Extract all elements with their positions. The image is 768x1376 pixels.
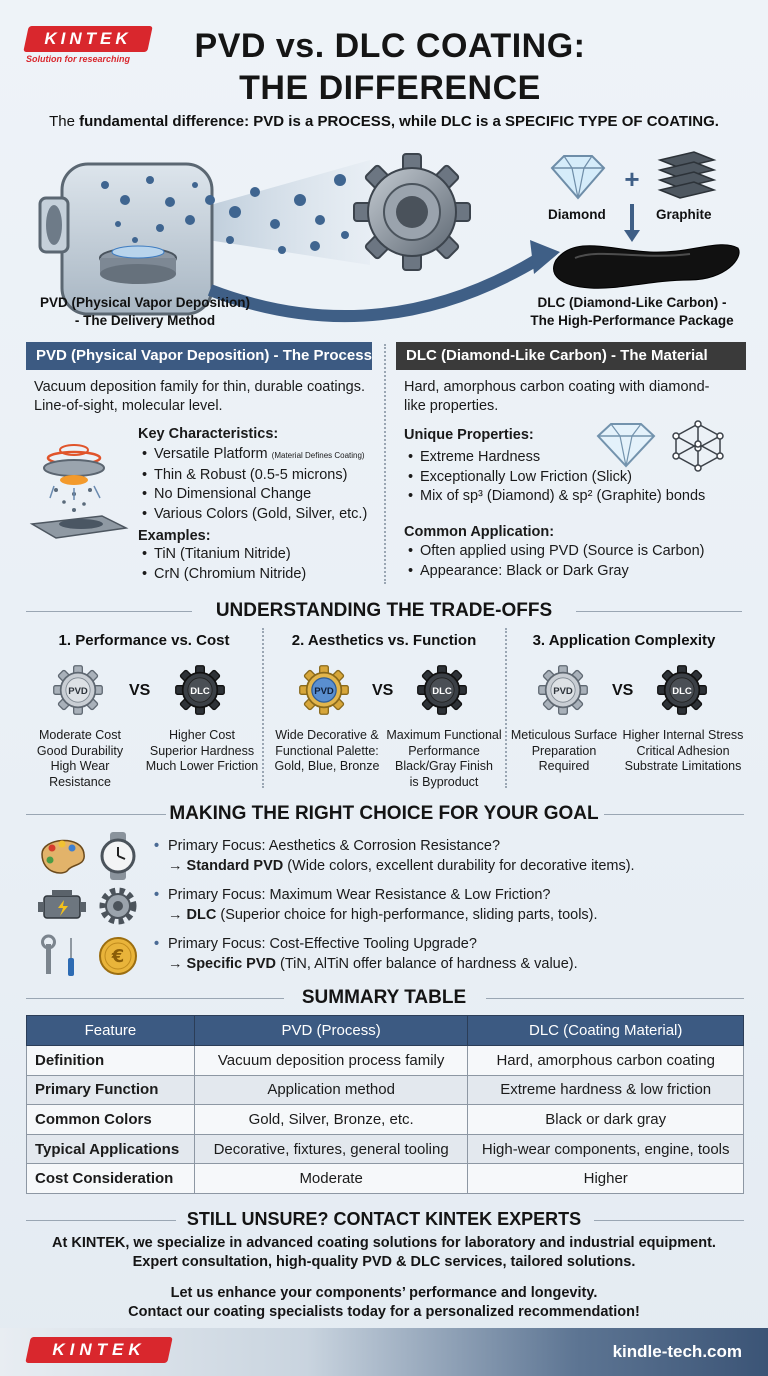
choice-answer-bold: DLC	[186, 907, 217, 923]
list-item-note: (Material Defines Coating)	[271, 451, 365, 460]
bullet-dot: •	[154, 887, 160, 903]
vs-label: VS	[612, 682, 634, 699]
list-item: • Extreme Hardness	[406, 448, 746, 468]
caption-line: Wide Decorative &	[275, 728, 379, 742]
svg-text:PVD: PVD	[68, 685, 88, 697]
pvd-desc-line2: Line-of-sight, molecular level.	[34, 398, 223, 414]
gear-icon	[103, 891, 133, 921]
diamond-icon	[552, 156, 604, 198]
footer-url-link[interactable]: kindle-tech.com	[612, 1342, 742, 1361]
bullet-dot: •	[154, 936, 160, 952]
svg-text:DLC: DLC	[190, 685, 210, 697]
caption-line: Good Durability	[36, 743, 124, 758]
caption-line: Performance	[408, 743, 480, 758]
caption-line: Critical Adhesion	[636, 743, 730, 758]
contact-line-4: Contact our coating specialists today for a personalized recommendation!	[128, 1304, 640, 1320]
unique-properties-title: Unique Properties:	[404, 427, 534, 443]
dlc-tradeoff-caption-1	[140, 728, 264, 775]
caption-line: Higher Internal Stress	[622, 728, 744, 742]
choice-answer	[154, 856, 635, 876]
caption-line: Maximum Functional	[386, 728, 502, 742]
table-cell: Application method	[194, 1075, 468, 1105]
table-cell: Definition	[27, 1046, 195, 1076]
list-item: • Often applied using PVD (Source is Carbon)	[406, 542, 746, 562]
logo-tagline: Solution for researching	[26, 54, 131, 64]
caption-line: Much Lower Friction	[145, 759, 259, 773]
caption-line: High Wear Resistance	[49, 759, 111, 789]
table-row	[27, 1134, 744, 1164]
graphite-icon	[660, 152, 714, 198]
summary-title: SUMMARY TABLE	[301, 987, 467, 1008]
pvd-tradeoff-caption-2	[268, 728, 386, 775]
palette-icon	[42, 840, 84, 873]
arrow: →	[168, 907, 187, 923]
engine-icon	[38, 890, 86, 918]
choice-answer	[154, 905, 598, 925]
choice-icons	[36, 830, 146, 980]
list-item-text: Versatile Platform	[154, 446, 272, 462]
dlc-desc-line1: Hard, amorphous carbon coating with diamond-	[404, 379, 710, 395]
unique-properties-list	[406, 448, 746, 507]
caption-line: Black/Gray Finish	[395, 759, 493, 773]
table-cell: Decorative, fixtures, general tooling	[194, 1134, 468, 1164]
caption-line: Substrate Limitations	[624, 759, 742, 773]
logo-text: KINTEK	[44, 29, 132, 48]
choice-answer-detail: (Wide colors, excellent durability for decorative items).	[283, 858, 635, 874]
choice-question: Primary Focus: Maximum Wear Resistance & Low Friction?	[168, 887, 551, 903]
pvd-desc-line1: Vacuum deposition family for thin, durable coatings.	[34, 379, 365, 395]
footer-logo[interactable]	[25, 1337, 173, 1363]
dlc-panel-heading: DLC (Diamond-Like Carbon) - The Material	[396, 342, 746, 370]
gear-part-icon	[354, 154, 470, 270]
caption-line: is Byproduct	[409, 774, 479, 789]
subtitle	[0, 113, 768, 130]
choice-question: Primary Focus: Cost-Effective Tooling Upgrade?	[168, 936, 477, 952]
graphite-label: Graphite	[656, 207, 712, 222]
dlc-coating-blob-icon	[554, 245, 740, 289]
column-header: PVD (Process)	[194, 1016, 468, 1046]
pvd-hero-caption-line2: - The Delivery Method	[74, 313, 216, 328]
choice-question: Primary Focus: Aesthetics & Corrosion Resistance?	[168, 838, 501, 854]
table-row	[27, 1075, 744, 1105]
tradeoffs-title: UNDERSTANDING THE TRADE-OFFS	[215, 600, 553, 621]
pvd-gear-badge	[298, 664, 350, 716]
pvd-tradeoff-caption-3	[508, 728, 620, 775]
choice-answer-detail: (TiN, AlTiN offer balance of hardness & value).	[275, 956, 578, 972]
list-item: • Mix of sp³ (Diamond) & sp² (Graphite) bonds	[406, 487, 746, 507]
examples-title: Examples:	[138, 528, 211, 544]
dlc-description	[404, 378, 749, 416]
dlc-gear-badge	[174, 664, 226, 716]
svg-text:DLC: DLC	[432, 685, 452, 697]
arrow: →	[168, 858, 187, 874]
choice-item-3	[154, 934, 578, 974]
dlc-tradeoff-caption-2	[384, 728, 504, 790]
svg-text:PVD: PVD	[314, 685, 334, 697]
pvd-panel-heading: PVD (Physical Vapor Deposition) - The Process	[26, 342, 372, 370]
choice-item-1	[154, 836, 635, 876]
table-cell: Hard, amorphous carbon coating	[468, 1046, 744, 1076]
diamond-label: Diamond	[548, 207, 606, 222]
caption-line: Moderate Cost	[39, 728, 121, 742]
arrow: →	[168, 956, 187, 972]
table-cell: Vacuum deposition process family	[194, 1046, 468, 1076]
choice-title: MAKING THE RIGHT CHOICE FOR YOUR GOAL	[169, 803, 599, 824]
table-cell: Gold, Silver, Bronze, etc.	[194, 1105, 468, 1135]
table-cell: Common Colors	[27, 1105, 195, 1135]
dlc-gear-badge	[416, 664, 468, 716]
tradeoff-heading-1: 1. Performance vs. Cost	[58, 632, 230, 649]
contact-line-2: Expert consultation, high-quality PVD & DLC services, tailored solutions.	[132, 1254, 636, 1270]
svg-text:DLC: DLC	[672, 685, 692, 697]
pvd-tradeoff-caption-1	[18, 728, 142, 790]
vs-label: VS	[372, 682, 394, 699]
pvd-gear-badge	[52, 664, 104, 716]
common-application-title: Common Application:	[404, 524, 555, 540]
table-cell: Higher	[468, 1164, 744, 1194]
column-header: Feature	[27, 1016, 195, 1046]
table-row	[27, 1164, 744, 1194]
table-cell: Primary Function	[27, 1075, 195, 1105]
dlc-hero-caption-line1: DLC (Diamond-Like Carbon) -	[537, 295, 727, 310]
column-header: DLC (Coating Material)	[468, 1016, 744, 1046]
table-cell: Cost Consideration	[27, 1164, 195, 1194]
tradeoff-heading-3: 3. Application Complexity	[532, 632, 716, 649]
examples-list	[140, 545, 384, 584]
list-item: • Various Colors (Gold, Silver, etc.)	[140, 505, 384, 525]
tradeoff-heading-2: 2. Aesthetics vs. Function	[291, 632, 477, 649]
caption-line: Superior Hardness	[149, 743, 255, 758]
caption-line: Required	[538, 759, 590, 773]
pvd-hero-caption	[20, 294, 270, 330]
contact-title: STILL UNSURE? CONTACT KINTEK EXPERTS	[186, 1209, 582, 1229]
choice-answer-detail: (Superior choice for high-performance, sliding parts, tools).	[216, 907, 598, 923]
list-item: • TiN (Titanium Nitride)	[140, 545, 384, 565]
subtitle-emphasis: fundamental difference: PVD is a PROCESS, while DLC is a SPECIFIC TYPE OF COATING.	[79, 113, 719, 130]
panel-divider	[384, 344, 386, 584]
kintek-logo[interactable]	[23, 26, 153, 52]
plus-sign: +	[624, 164, 640, 194]
svg-text:€: €	[111, 946, 125, 967]
contact-line-3: Let us enhance your components’ performance and longevity.	[170, 1285, 598, 1301]
key-characteristics-list	[140, 445, 384, 524]
list-item: • Thin & Robust (0.5-5 microns)	[140, 466, 384, 486]
tools-icon	[43, 936, 75, 976]
list-item	[140, 445, 384, 466]
evaporation-source-icon	[26, 432, 136, 542]
list-item: • Appearance: Black or Dark Gray	[406, 562, 746, 582]
subtitle-lead: The	[49, 113, 80, 130]
caption-line: Gold, Blue, Bronze	[274, 759, 380, 773]
pvd-hero-caption-line1: PVD (Physical Vapor Deposition)	[39, 295, 251, 310]
summary-table	[26, 1015, 744, 1194]
choice-item-2	[154, 885, 598, 925]
dlc-hero-caption	[512, 294, 752, 330]
list-item: • CrN (Chromium Nitride)	[140, 565, 384, 585]
svg-text:PVD: PVD	[553, 685, 573, 697]
pvd-description	[34, 378, 379, 416]
vs-label: VS	[129, 682, 151, 699]
table-cell: Extreme hardness & low friction	[468, 1075, 744, 1105]
table-row	[27, 1046, 744, 1076]
caption-line: Preparation	[531, 743, 597, 758]
dlc-desc-line2: like properties.	[404, 398, 499, 414]
bullet-dot: •	[154, 838, 160, 854]
footer-logo-text: KINTEK	[52, 1340, 146, 1359]
table-cell: Black or dark gray	[468, 1105, 744, 1135]
list-item: • Exceptionally Low Friction (Slick)	[406, 468, 746, 488]
caption-line: Higher Cost	[169, 728, 235, 742]
contact-line-1: At KINTEK, we specialize in advanced coating solutions for laboratory and industrial equipment.	[52, 1235, 716, 1251]
common-application-list	[406, 542, 746, 581]
euro-coin-icon	[100, 938, 136, 974]
choice-answer-bold: Specific PVD	[186, 956, 276, 972]
caption-line: Functional Palette:	[275, 743, 379, 758]
table-cell: Moderate	[194, 1164, 468, 1194]
vacuum-chamber-icon	[40, 164, 212, 314]
table-header-row	[27, 1016, 744, 1046]
pvd-gear-badge	[537, 664, 589, 716]
dlc-gear-badge	[656, 664, 708, 716]
table-row	[27, 1105, 744, 1135]
table-cell: High-wear components, engine, tools	[468, 1134, 744, 1164]
table-cell: Typical Applications	[27, 1134, 195, 1164]
column-divider	[505, 628, 507, 788]
dlc-tradeoff-caption-3	[620, 728, 746, 775]
dlc-hero-caption-line2: The High-Performance Package	[530, 313, 734, 328]
key-characteristics-title: Key Characteristics:	[138, 426, 279, 442]
page-title-line2: THE DIFFERENCE	[239, 69, 541, 107]
caption-line: Meticulous Surface	[510, 728, 618, 742]
choice-answer	[154, 954, 578, 974]
watch-icon	[102, 832, 134, 880]
choice-answer-bold: Standard PVD	[186, 858, 284, 874]
page-title-line1: PVD vs. DLC COATING:	[194, 27, 586, 65]
list-item: • No Dimensional Change	[140, 485, 384, 505]
